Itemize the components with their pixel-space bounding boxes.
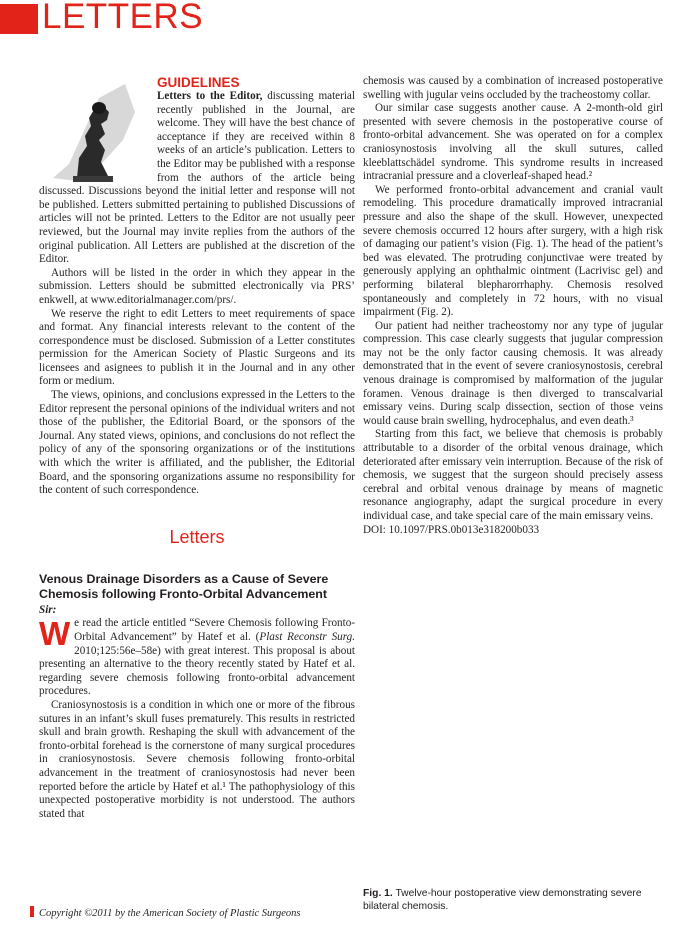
footer-red-mark — [30, 906, 34, 917]
figure-caption — [363, 887, 673, 913]
left-column — [39, 75, 355, 821]
article-paragraph-3: Our similar case suggests another cause. A 2-month-old girl presented with severe chemosis in the postoperative course of fronto-orbital advancement. She was operated on for a complex craniosynostosis involving all the skull sutures, called kleeblattschädel syndrome. This syndrome results in increased intracranial pressure and a cloverleaf-shaped head.² — [363, 102, 663, 183]
article-paragraph-1-b: 2010;125:56e–58e) with great interest. This proposal is about presenting an alternative to the theory recently stated by Hatef et al. regarding severe chemosis following fronto-orbital advancement procedures. — [39, 644, 355, 698]
masthead-red-bar — [0, 4, 38, 34]
article-paragraph-5: Our patient had neither tracheostomy nor any type of jugular compression. This case clearly suggests that jugular compression may not be the only factor causing chemosis. It was already demonstrated that in the event of severe craniosynostosis, cerebral venous drainage is compromised by malformation of the jugular foramen. Venous drainage is then diverged to transcalvarial emissary veins. During scalp dissection, section of those veins would cause brain swelling, hydrocephalus, and even death.³ — [363, 319, 663, 427]
thinker-statue-icon — [39, 78, 151, 184]
salutation: Sir: — [39, 603, 57, 616]
guidelines-lead: Letters to the Editor, — [157, 90, 263, 102]
section-title: LETTERS — [42, 0, 204, 36]
doi: DOI: 10.1097/PRS.0b013e318200b033 — [363, 523, 540, 536]
article-paragraph-1-a: e read the article entitled “Severe Chemosis following Fronto-Orbital Advancement” by Hatef et al. ( — [74, 617, 355, 643]
right-column — [363, 75, 663, 537]
figure-caption-text: Twelve-hour postoperative view demonstrating severe bilateral chemosis. — [363, 888, 642, 912]
drop-cap: W — [39, 615, 71, 653]
article-paragraph-1 — [39, 617, 355, 699]
article-paragraph-6: Starting from this fact, we believe that chemosis is probably attributable to a disorder of the orbital venous drainage, which deteriorated after emissary vein interruption. Because of the risk of chemosis, we suggest that the surgeon should precisely assess cerebral and orbital venous drainage by means of magnetic resonance angiography, adapt the surgical procedure in every individual case, and take special care of the main emissary veins. — [363, 428, 663, 522]
guidelines-paragraph-4: The views, opinions, and conclusions expressed in the Letters to the Editor represent the personal opinions of the individual writers and not those of the publisher, the Editorial Board, or the sponsors of the Journal. Any stated views, opinions, and conclusions do not reflect the policy of any of the sponsoring organizations or of the institutions with which the writer is affiliated, and the publisher, the Editorial Board, and the sponsoring organizations assume no responsibility for the content of such correspondence. — [39, 389, 355, 497]
article-paragraph-2-continued: chemosis was caused by a combination of increased postoperative swelling with jugular veins occluded by the tracheostomy collar. — [363, 75, 663, 101]
guidelines-paragraph-2: Authors will be listed in the order in which they appear in the submission. Letters should be submitted electronically via PRS’ enkwell, at www.editorialmanager.com/prs/. — [39, 266, 355, 306]
guidelines-paragraph-1-text: discussing material recently published in the Journal, are welcome. They will have the best chance of acceptance if they are received within 8 weeks of an article’s publication. Letters to the Editor may be published with a response from the authors of the article being discussed. Discussions beyond the initial letter and response will not be published. Letters submitted pertaining to published Discussions of articles will not be printed. Letters to the Editor are not usually peer reviewed, but the Journal may invite replies from the authors of the original publication. All Letters are published at the discretion of the Editor. — [39, 90, 355, 266]
article-title: Venous Drainage Disorders as a Cause of Severe Chemosis following Fronto-Orbital Advancement — [39, 571, 329, 602]
copyright: Copyright ©2011 by the American Society of Plastic Surgeons — [39, 908, 301, 919]
figure-label: Fig. 1. — [363, 888, 393, 899]
letters-heading: Letters — [169, 526, 225, 547]
guidelines-paragraph-3: We reserve the right to edit Letters to meet requirements of space and format. Any financial interests relevant to the content of the correspondence must be disclosed. Submission of a Letter constitutes permission for the American Society of Plastic Surgeons and its licensees and asignees to publish it in the Journal and in any other form or medium. — [39, 307, 355, 388]
article-paragraph-4: We performed fronto-orbital advancement and cranial vault remodeling. This procedure dramatically improved intracranial pressure and also the shape of the skull. However, unexpected severe chemosis occurred 12 hours after surgery, with a high risk of damaging our patient’s vision (Fig. 1). The head of the patient’s bed was elevated. The protruding conjunctivae were treated by generously applying an ophthalmic ointment (Lacrivisc gel) and performing bilateral blepharorrhaphy. Chemosis resolved spontaneously and completely in 72 hours, with no visual impairment (Fig. 2). — [363, 183, 663, 319]
footer — [30, 906, 301, 919]
masthead — [0, 0, 700, 44]
guidelines-title: GUIDELINES — [157, 75, 240, 90]
journal-citation: Plast Reconstr Surg. — [259, 631, 356, 643]
article-paragraph-2: Craniosynostosis is a condition in which one or more of the fibrous sutures in an infant’s skull fuses prematurely. This results in restricted skull and brain growth. Reshaping the skull with advancement of the fronto-orbital forehead is the cornerstone of many surgical procedures in craniosynostosis. Severe chemosis following fronto-orbital advancement in the treatment of craniosynostosis had never been reported before the article by Hatef et al.¹ The pathophysiology of this unexpected postoperative morbidity is not understood. The authors stated that — [39, 698, 355, 820]
